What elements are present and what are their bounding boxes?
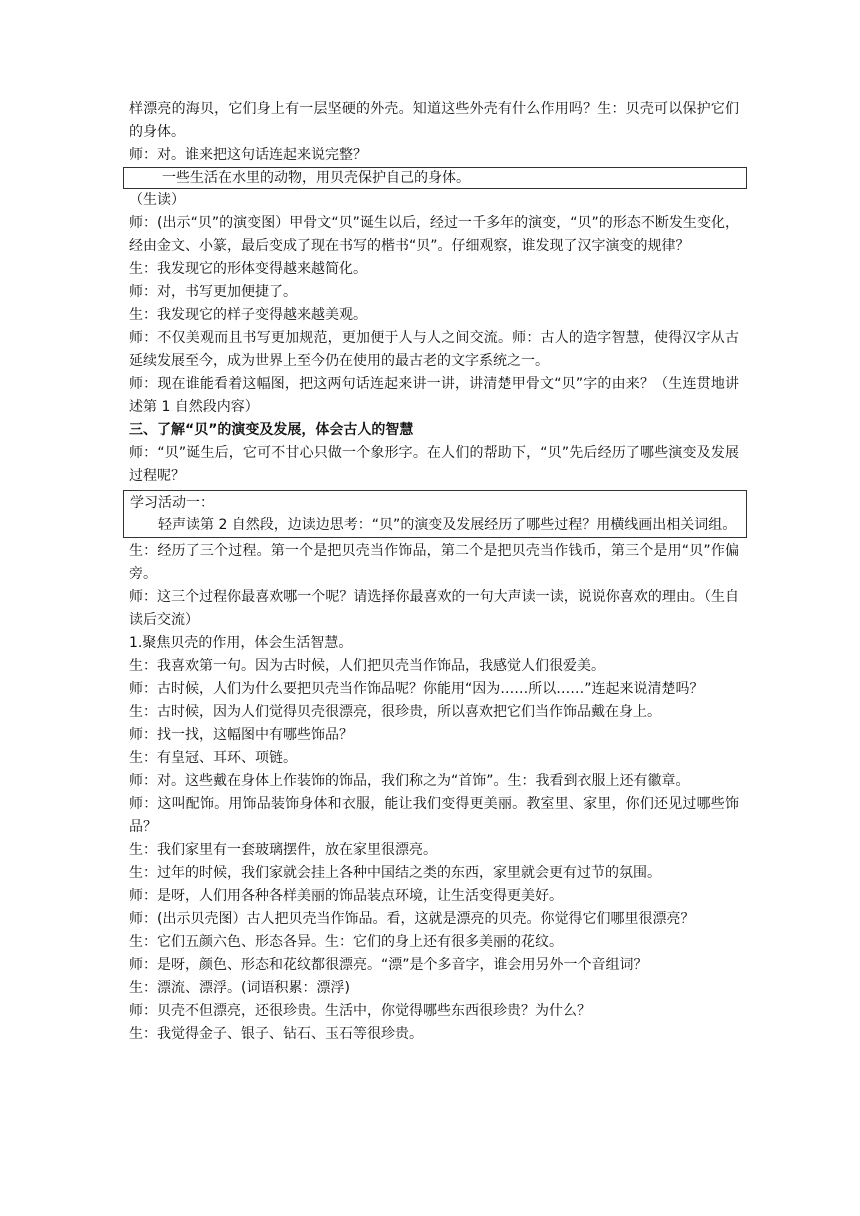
document-page (129, 98, 739, 1046)
paragraph: 生：过年的时候，我们家就会挂上各种中国结之类的东西，家里就会更有过节的氛围。 (129, 865, 661, 881)
paragraph: 生：漂流、漂浮。(词语积累：漂浮) (129, 980, 350, 996)
paragraph: 生：我喜欢第一句。因为古时候，人们把贝壳当作饰品，我感觉人们很爱美。 (129, 658, 605, 674)
paragraph: （生读） (129, 192, 185, 208)
paragraph: 师：对。这些戴在身体上作装饰的饰品，我们称之为“首饰”。生：我看到衣服上还有徽章。 (129, 773, 690, 789)
paragraph: 生：我发现它的样子变得越来越美观。 (129, 307, 367, 323)
paragraph: 师：这三个过程你最喜欢哪一个呢？请选择你最喜欢的一句大声读一读，说说你喜欢的理由。（生自读后交流） (129, 589, 739, 628)
section-heading: 三、了解“贝”的演变及发展，体会古人的智慧 (129, 422, 414, 438)
paragraph: 师：(出示“贝”的演变图）甲骨文“贝”诞生以后，经过一千多年的演变，“贝”的形态不断发生变化，经由金文、小篆，最后变成了现在书写的楷书“贝”。仔细观察，谁发现了汉字演变的规律？ (129, 215, 739, 254)
paragraph: 生：它们五颜六色、形态各异。生：它们的身上还有很多美丽的花纹。 (129, 934, 563, 950)
paragraph: 样漂亮的海贝，它们身上有一层坚硬的外壳。知道这些外壳有什么作用吗？生：贝壳可以保护它们的身体。 (129, 101, 739, 140)
activity-body: 轻声读第 2 自然段，边读边思考：“贝”的演变及发展经历了哪些过程？用横线画出相关词组。 (158, 517, 737, 533)
key-sentence: 一些生活在水里的动物，用贝壳保护自己的身体。 (162, 170, 470, 186)
paragraph: 生：经历了三个过程。第一个是把贝壳当作饰品，第二个是把贝壳当作钱币，第三个是用“贝”作偏旁。 (129, 543, 739, 582)
paragraph: 师：现在谁能看着这幅图，把这两句话连起来讲一讲，讲清楚甲骨文“贝”字的由来？（生连贯地讲述第 1 自然段内容） (129, 376, 739, 415)
paragraph: 师：贝壳不但漂亮，还很珍贵。生活中，你觉得哪些东西很珍贵？为什么？ (129, 1003, 591, 1019)
paragraph: 生：我们家里有一套玻璃摆件，放在家里很漂亮。 (129, 842, 437, 858)
paragraph: 师：不仅美观而且书写更加规范，更加便于人与人之间交流。师：古人的造字智慧，使得汉字从古延续发展至今，成为世界上至今仍在使用的最古老的文字系统之一。 (129, 330, 739, 369)
paragraph: 师：这叫配饰。用饰品装饰身体和衣服，能让我们变得更美丽。教室里、家里，你们还见过哪些饰品？ (129, 796, 739, 835)
paragraph: 生：我发现它的形体变得越来越简化。 (129, 261, 367, 277)
paragraph: 师：古时候，人们为什么要把贝壳当作饰品呢？你能用“因为……所以……”连起来说清楚吗？ (129, 681, 704, 697)
paragraph: 生：古时候，因为人们觉得贝壳很漂亮，很珍贵，所以喜欢把它们当作饰品戴在身上。 (129, 704, 661, 720)
paragraph: 师：是呀，颜色、形态和花纹都很漂亮。“漂”是个多音字，谁会用另外一个音组词？ (129, 957, 648, 973)
paragraph: 师：找一找，这幅图中有哪些饰品？ (129, 727, 353, 743)
learning-activity-box (123, 490, 747, 538)
activity-title: 学习活动一： (130, 495, 214, 511)
key-sentence-box (123, 167, 747, 189)
paragraph: 师：对。谁来把这句话连起来说完整？ (129, 147, 367, 163)
paragraph: 生：我觉得金子、银子、钻石、玉石等很珍贵。 (129, 1026, 423, 1042)
paragraph: 生：有皇冠、耳环、项链。 (129, 750, 297, 766)
paragraph: 师：“贝”诞生后，它可不甘心只做一个象形字。在人们的帮助下，“贝”先后经历了哪些演变及发展过程呢？ (129, 445, 739, 484)
paragraph: 1.聚焦贝壳的作用，体会生活智慧。 (129, 635, 353, 651)
paragraph: 师：是呀，人们用各种各样美丽的饰品装点环境，让生活变得更美好。 (129, 888, 563, 904)
paragraph: 师：对，书写更加便捷了。 (129, 284, 297, 300)
paragraph: 师：(出示贝壳图）古人把贝壳当作饰品。看，这就是漂亮的贝壳。你觉得它们哪里很漂亮？ (129, 911, 695, 927)
